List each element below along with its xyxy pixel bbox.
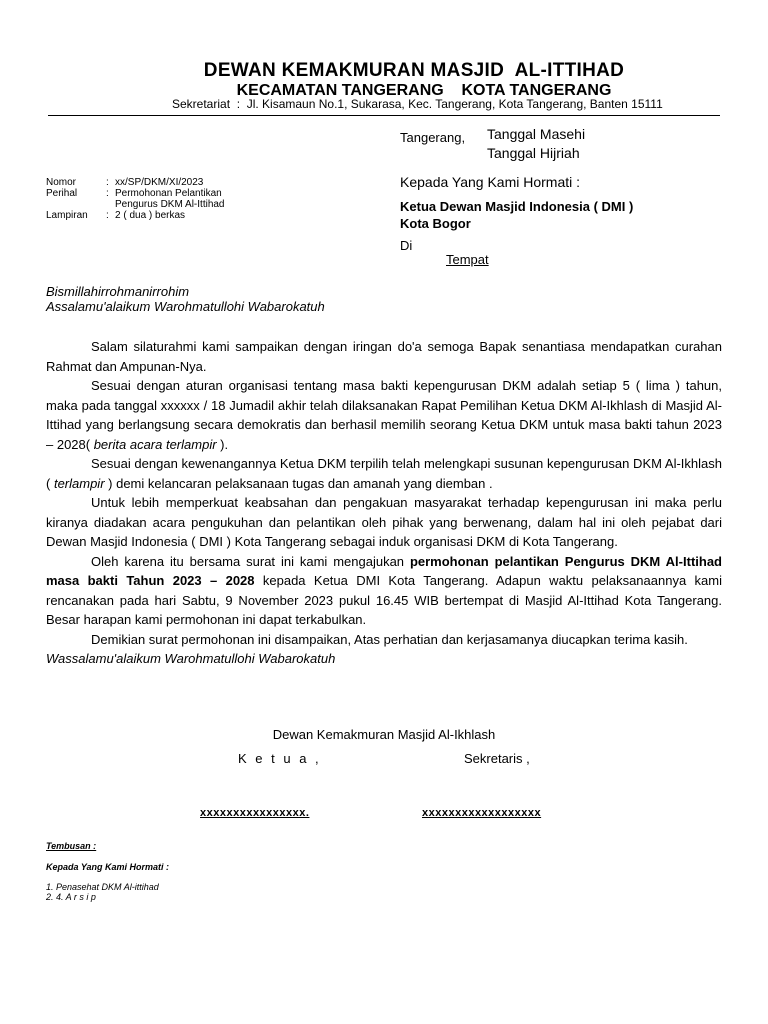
meta-row-perihal-cont xyxy=(46,199,225,210)
meta-colon xyxy=(106,199,115,210)
paragraph-4: Untuk lebih memperkuat keabsahan dan pengakuan masyarakat terhadap kepengurusan ini maka perlu kiranya diadakan acara pengukuhan dan pelantikan oleh pihak yang berwenang, dalam hal ini oleh pejabat dari Dewan Masjid Indonesia ( DMI ) Kota Tangerang sebagai induk organisasi DKM di Kota Tangerang. xyxy=(46,495,722,549)
meta-value: Pengurus DKM Al-Ittihad xyxy=(115,199,225,210)
organization-subtitle: KECAMATAN TANGERANG KOTA TANGERANG xyxy=(236,82,612,99)
meta-colon: : xyxy=(106,210,109,221)
organization-address: Sekretariat : Jl. Kisamaun No.1, Sukarasa, Kec. Tangerang, Kota Tangerang, Banten 15111 xyxy=(172,97,663,111)
recipient-name: Ketua Dewan Masjid Indonesia ( DMI ) xyxy=(400,199,634,214)
meta-value: 2 ( dua ) berkas xyxy=(115,210,186,221)
signature-role-ketua: K e t u a , xyxy=(238,751,322,766)
paragraph-6: Demikian surat permohonan ini disampaikan, Atas perhatian dan kerjasamanya diucapkan terima kasih. xyxy=(91,631,688,647)
meta-label: Perihal xyxy=(46,188,78,199)
meta-colon: : xyxy=(106,188,109,199)
meta-row-perihal xyxy=(46,188,225,199)
tembusan-subtitle: Kepada Yang Kami Hormati : xyxy=(46,862,170,872)
p2-italic: berita acara terlampir xyxy=(93,436,217,452)
meta-colon: : xyxy=(106,177,109,188)
tembusan-item: 2. 4. A r s i p xyxy=(46,892,96,902)
meta-label: Lampiran xyxy=(46,210,88,221)
date-hijriah: Tanggal Hijriah xyxy=(487,145,580,161)
meta-label: Nomor xyxy=(46,177,77,188)
p2-text: Sesuai dengan aturan organisasi tentang masa bakti kepengurusan DKM adalah setiap 5 ( lima ) tahun, maka pada tanggal xxxxxx / 18 Jumadil akhir telah dilaksanakan Rapat Pemilihan Ketua DKM Al-Ikhlash di Masjid Al-Ittihad yang berlangsung secara demokratis dan berhasil memilih seorang Ketua DKM untuk masa bakti tahun 2023 – 2028( xyxy=(46,378,722,452)
p3-text: Sesuai dengan kewenangannya Ketua DKM terpilih telah melengkapi susunan kepengurusan DKM Al-Ikhlash ( xyxy=(46,456,722,491)
paragraph-5 xyxy=(46,552,722,630)
meta-value: xx/SP/DKM/XI/2023 xyxy=(115,177,204,188)
meta-value: Permohonan Pelantikan xyxy=(115,188,222,199)
recipient-tempat: Tempat xyxy=(446,252,489,267)
paragraph-3 xyxy=(46,454,722,493)
meta-row-nomor xyxy=(46,177,225,188)
signature-name-sekretaris: xxxxxxxxxxxxxxxxxx xyxy=(422,807,542,819)
date-masehi: Tanggal Masehi xyxy=(487,126,586,142)
paragraph-1: Salam silaturahmi kami sampaikan dengan iringan do'a semoga Bapak senantiasa mendapatkan curahan Rahmat dan Ampunan-Nya. xyxy=(46,339,722,374)
p5-end: kepada Ketua DMI Kota Tangerang. Adapun waktu pelaksanaannya kami rencanakan pada hari Sabtu, 9 November 2023 pukul 16.45 WIB bertempat di Masjid Al-Ittihad Kota Tangerang. Besar harapan kami permohonan ini dapat terkabulkan. xyxy=(46,573,723,627)
recipient-city: Kota Bogor xyxy=(400,216,471,231)
tembusan-title: Tembusan : xyxy=(46,841,97,851)
recipient-di: Di xyxy=(400,238,413,253)
signature-role-sekretaris: Sekretaris , xyxy=(464,751,530,766)
organization-name: DEWAN KEMAKMURAN MASJID AL-ITTIHAD xyxy=(203,60,625,81)
p2-end: ). xyxy=(216,436,229,452)
salam-opening: Assalamu'alaikum Warohmatullohi Wabarokatuh xyxy=(46,299,325,314)
meta-row-lampiran xyxy=(46,210,225,221)
p5-text: Oleh karena itu bersama surat ini kami mengajukan xyxy=(91,553,410,569)
letter-place: Tangerang, xyxy=(400,130,466,145)
signature-name-ketua: xxxxxxxxxxxxxxxx. xyxy=(200,807,310,819)
paragraph-2 xyxy=(46,376,722,454)
p5-bold: permohonan pelantikan Pengurus DKM Al-Ittihad masa bakti Tahun 2023 – 2028 xyxy=(46,553,722,588)
letter-body xyxy=(46,337,722,669)
letter-meta xyxy=(46,177,225,221)
signature-organization: Dewan Kemakmuran Masjid Al-Ikhlash xyxy=(272,727,496,742)
letterhead-divider xyxy=(48,115,720,116)
p3-italic: terlampir xyxy=(53,475,105,491)
meta-label xyxy=(46,199,106,210)
recipient-greeting: Kepada Yang Kami Hormati : xyxy=(400,174,581,190)
salam-closing: Wassalamu'alaikum Warohmatullohi Wabarokatuh xyxy=(46,651,336,666)
tembusan-item: 1. Penasehat DKM Al-ittihad xyxy=(46,882,159,892)
p3-end: ) demi kelancaran pelaksanaan tugas dan amanah yang diemban . xyxy=(104,475,493,491)
bismillah: Bismillahirrohmanirrohim xyxy=(46,284,190,299)
